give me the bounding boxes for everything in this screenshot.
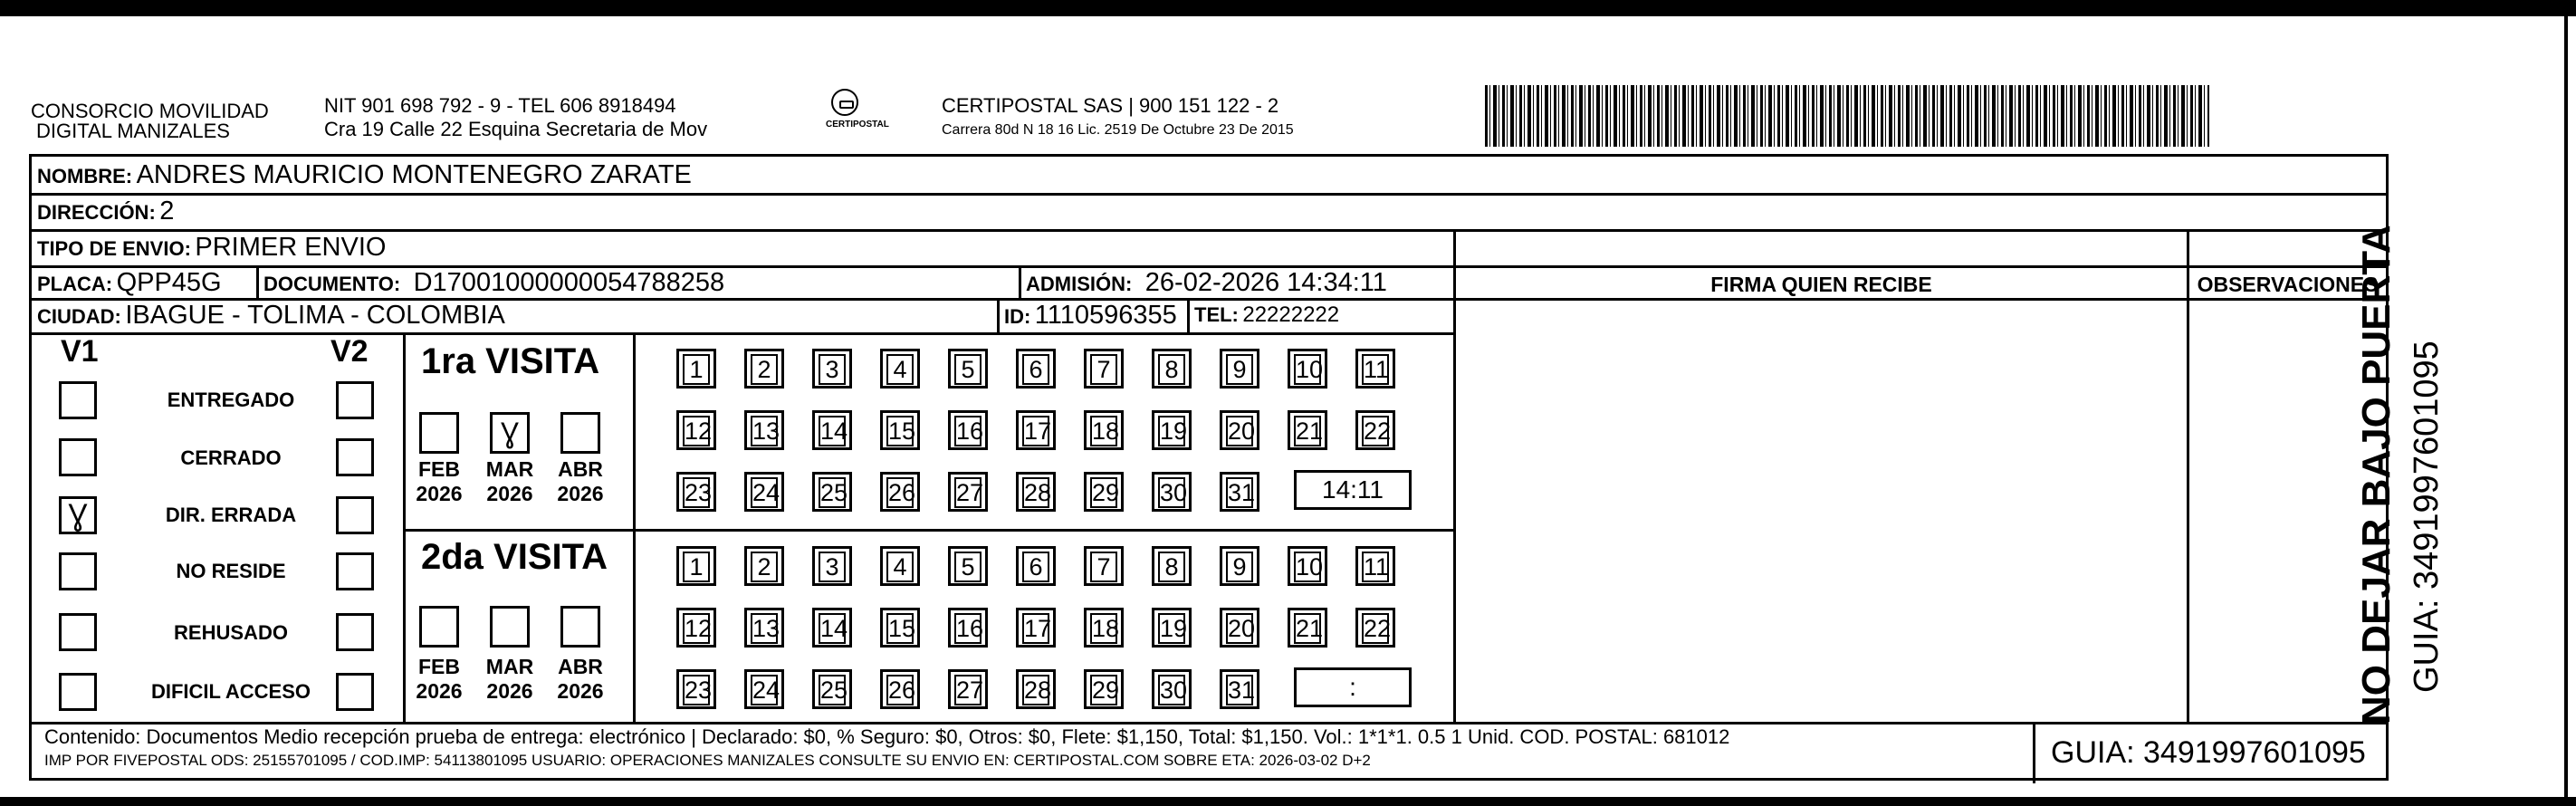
visit2-time[interactable]: : bbox=[1294, 667, 1412, 707]
visit2-day-5[interactable] bbox=[948, 546, 988, 586]
visit1-day-4[interactable] bbox=[880, 349, 920, 389]
v1-checkbox-dir-errada[interactable]: Ɣ bbox=[59, 496, 97, 534]
visit2-day-19[interactable] bbox=[1152, 608, 1192, 648]
visit2-day-28[interactable] bbox=[1016, 669, 1056, 709]
courier-info: CERTIPOSTAL SAS | 900 151 122 - 2 bbox=[942, 94, 1279, 117]
visit1-month-feb-box[interactable] bbox=[419, 412, 459, 454]
id-label: ID: bbox=[1004, 305, 1031, 328]
visit1-day-31[interactable] bbox=[1220, 472, 1259, 512]
visit2-day-label: 28 bbox=[1024, 676, 1052, 704]
visit2-day-label: 16 bbox=[956, 615, 984, 642]
visit2-day-14[interactable] bbox=[812, 608, 852, 648]
visit2-day-15[interactable] bbox=[880, 608, 920, 648]
visit1-day-20[interactable] bbox=[1220, 410, 1259, 450]
visit1-feb-year: 2026 bbox=[416, 482, 463, 505]
visit2-month-mar-box[interactable] bbox=[490, 606, 530, 648]
status-entregado: ENTREGADO bbox=[167, 389, 295, 411]
visit2-day-label: 23 bbox=[685, 676, 713, 704]
visit1-month-mar-label bbox=[483, 457, 537, 506]
status-no-reside: NO RESIDE bbox=[176, 560, 286, 582]
visit2-day-label: 7 bbox=[1090, 552, 1117, 582]
visit2-day-label: 26 bbox=[888, 676, 916, 704]
guide-form bbox=[29, 154, 2389, 781]
company-nit: NIT 901 698 792 - 9 - TEL 606 8918494 bbox=[324, 94, 676, 117]
visit1-month-mar-box[interactable]: Ɣ bbox=[490, 412, 530, 454]
visit1-day-30[interactable] bbox=[1152, 472, 1192, 512]
status-cerrado: CERRADO bbox=[180, 446, 282, 469]
company-name-line1: CONSORCIO MOVILIDAD bbox=[31, 100, 269, 122]
visit2-day-label: 25 bbox=[820, 676, 848, 704]
visit1-day-25[interactable] bbox=[812, 472, 852, 512]
visit2-day-label: 27 bbox=[956, 676, 984, 704]
visit1-day-15[interactable] bbox=[880, 410, 920, 450]
visit2-day-17[interactable] bbox=[1016, 608, 1056, 648]
v1-checkbox-dificil-acceso[interactable] bbox=[59, 673, 97, 711]
visit2-day-22[interactable] bbox=[1355, 608, 1395, 648]
visit2-day-16[interactable] bbox=[948, 608, 988, 648]
visit1-month-abr-label bbox=[553, 457, 608, 506]
visit2-day-9[interactable] bbox=[1220, 546, 1259, 586]
visit1-day-label: 11 bbox=[1364, 356, 1390, 383]
visit1-day-22[interactable] bbox=[1355, 410, 1395, 450]
direccion-label: DIRECCIÓN: bbox=[37, 201, 156, 224]
certipostal-logo-icon bbox=[831, 89, 858, 116]
visit1-day-label: 20 bbox=[1228, 417, 1256, 445]
visit2-day-13[interactable] bbox=[744, 608, 784, 648]
visit2-day-label: 13 bbox=[752, 615, 780, 642]
status-dir-errada: DIR. ERRADA bbox=[165, 504, 297, 526]
observaciones-header: OBSERVACIONES bbox=[2197, 273, 2379, 296]
visit1-day-9[interactable] bbox=[1220, 349, 1259, 389]
visit1-time[interactable]: 14:11 bbox=[1294, 470, 1412, 510]
visit2-day-label: 31 bbox=[1228, 676, 1256, 704]
side-guia-number: GUIA: 3491997601095 bbox=[2408, 341, 2446, 693]
v1-checkbox-cerrado[interactable] bbox=[59, 438, 97, 476]
v1-checkbox-entregado[interactable] bbox=[59, 381, 97, 419]
visit1-day-label: 22 bbox=[1364, 417, 1392, 445]
tel-value: 22222222 bbox=[1242, 302, 1340, 327]
status-rehusado: REHUSADO bbox=[174, 621, 288, 644]
company-address: Cra 19 Calle 22 Esquina Secretaria de Mov bbox=[324, 118, 708, 140]
visit2-month-mar-label bbox=[483, 655, 537, 704]
footer-imp-info: IMP POR FIVEPOSTAL ODS: 25155701095 / COD.IMP: 54113801095 USUARIO: OPERACIONES MANIZALES CONSULTE SU ENVIO EN: CERTIPOSTAL.COM SOBRE ETA: 2026-03-02 D+2 bbox=[44, 752, 1371, 769]
courier-address: Carrera 80d N 18 16 Lic. 2519 De Octubre 23 De 2015 bbox=[942, 122, 1294, 138]
visit2-day-label: 3 bbox=[819, 552, 846, 582]
visit1-day-label: 6 bbox=[1022, 354, 1049, 385]
visit1-month-abr-box[interactable] bbox=[560, 412, 600, 454]
visit2-day-6[interactable] bbox=[1016, 546, 1056, 586]
visit1-day-label: 12 bbox=[685, 417, 713, 445]
visit2-day-30[interactable] bbox=[1152, 669, 1192, 709]
visit1-day-10[interactable] bbox=[1288, 349, 1327, 389]
visit1-day-5[interactable] bbox=[948, 349, 988, 389]
visit2-day-label: 11 bbox=[1364, 553, 1390, 581]
visit2-month-feb-label bbox=[412, 655, 466, 704]
status-dificil-acceso: DIFICIL ACCESO bbox=[150, 680, 311, 703]
visit2-abr-name: ABR bbox=[558, 655, 603, 678]
visit1-day-label: 8 bbox=[1158, 354, 1185, 385]
visit1-day-label: 17 bbox=[1024, 417, 1052, 445]
visit1-day-7[interactable] bbox=[1084, 349, 1124, 389]
company-name-line2: DIGITAL MANIZALES bbox=[36, 120, 230, 142]
visit1-day-label: 9 bbox=[1226, 354, 1253, 385]
visit1-day-label: 28 bbox=[1024, 479, 1052, 506]
visit2-day-23[interactable] bbox=[676, 669, 716, 709]
visit2-day-label: 21 bbox=[1296, 615, 1324, 642]
visit1-day-label: 13 bbox=[752, 417, 780, 445]
visit2-abr-year: 2026 bbox=[557, 679, 604, 703]
visit2-day-4[interactable] bbox=[880, 546, 920, 586]
visit1-day-label: 3 bbox=[819, 354, 846, 385]
visit2-day-7[interactable] bbox=[1084, 546, 1124, 586]
v2-checkbox-entregado[interactable] bbox=[336, 381, 374, 419]
visit2-day-21[interactable] bbox=[1288, 608, 1327, 648]
visit1-day-label: 29 bbox=[1092, 479, 1120, 506]
visit2-day-29[interactable] bbox=[1084, 669, 1124, 709]
visit2-day-10[interactable] bbox=[1288, 546, 1327, 586]
visit2-day-20[interactable] bbox=[1220, 608, 1259, 648]
visit2-day-label: 14 bbox=[820, 615, 848, 642]
ciudad-value: IBAGUE - TOLIMA - COLOMBIA bbox=[125, 301, 505, 330]
top-border bbox=[0, 0, 2576, 16]
visit1-day-11[interactable] bbox=[1355, 349, 1395, 389]
visit2-day-3[interactable] bbox=[812, 546, 852, 586]
visit1-day-label: 16 bbox=[956, 417, 984, 445]
visit1-day-6[interactable] bbox=[1016, 349, 1056, 389]
visit1-day-8[interactable] bbox=[1152, 349, 1192, 389]
visit2-day-label: 8 bbox=[1158, 552, 1185, 582]
v2-header: V2 bbox=[330, 334, 369, 369]
placa-value: QPP45G bbox=[116, 268, 222, 297]
tipo-envio-value: PRIMER ENVIO bbox=[195, 233, 387, 262]
v2-checkbox-dificil-acceso[interactable] bbox=[336, 673, 374, 711]
visit2-day-18[interactable] bbox=[1084, 608, 1124, 648]
v2-checkbox-no-reside[interactable] bbox=[336, 552, 374, 590]
visit2-day-27[interactable] bbox=[948, 669, 988, 709]
visit2-feb-name: FEB bbox=[418, 655, 460, 678]
v2-checkbox-dir-errada[interactable] bbox=[336, 496, 374, 534]
visit1-day-label: 4 bbox=[886, 354, 914, 385]
visit2-day-label: 2 bbox=[751, 552, 778, 582]
placa-label: PLACA: bbox=[37, 273, 113, 295]
visit2-day-label: 6 bbox=[1022, 552, 1049, 582]
visit1-title: 1ra VISITA bbox=[421, 341, 600, 381]
visit1-day-label: 27 bbox=[956, 479, 984, 506]
visit1-day-label: 14 bbox=[820, 417, 848, 445]
visit1-day-14[interactable] bbox=[812, 410, 852, 450]
visit1-day-26[interactable] bbox=[880, 472, 920, 512]
visit1-day-label: 10 bbox=[1296, 356, 1324, 383]
direccion-value: 2 bbox=[159, 197, 175, 225]
id-value: 1110596355 bbox=[1034, 301, 1177, 330]
right-edge bbox=[2564, 16, 2576, 797]
nombre-label: NOMBRE: bbox=[37, 165, 133, 187]
visit1-day-19[interactable] bbox=[1152, 410, 1192, 450]
visit1-day-27[interactable] bbox=[948, 472, 988, 512]
visit1-mar-name: MAR bbox=[485, 457, 534, 481]
v2-checkbox-cerrado[interactable] bbox=[336, 438, 374, 476]
visit1-day-label: 7 bbox=[1090, 354, 1117, 385]
visit2-month-abr-box[interactable] bbox=[560, 606, 600, 648]
ciudad-label: CIUDAD: bbox=[37, 305, 121, 328]
visit2-day-11[interactable] bbox=[1355, 546, 1395, 586]
visit2-day-label: 15 bbox=[888, 615, 916, 642]
visit2-day-label: 22 bbox=[1364, 615, 1392, 642]
visit1-day-16[interactable] bbox=[948, 410, 988, 450]
visit1-day-13[interactable] bbox=[744, 410, 784, 450]
visit2-day-label: 10 bbox=[1296, 553, 1324, 581]
tel-label: TEL: bbox=[1194, 303, 1239, 326]
visit1-day-23[interactable] bbox=[676, 472, 716, 512]
visit1-day-label: 23 bbox=[685, 479, 713, 506]
visit2-day-label: 18 bbox=[1092, 615, 1120, 642]
visit2-day-label: 19 bbox=[1160, 615, 1188, 642]
tipo-envio-label: TIPO DE ENVIO: bbox=[37, 237, 191, 260]
visit1-day-3[interactable] bbox=[812, 349, 852, 389]
visit2-day-label: 17 bbox=[1024, 615, 1052, 642]
admision-value: 26-02-2026 14:34:11 bbox=[1144, 268, 1387, 297]
v1-checkbox-no-reside[interactable] bbox=[59, 552, 97, 590]
bottom-border bbox=[0, 797, 2576, 806]
visit1-day-label: 1 bbox=[683, 354, 710, 385]
visit1-day-label: 30 bbox=[1160, 479, 1188, 506]
visit1-day-12[interactable] bbox=[676, 410, 716, 450]
no-dejar-bajo-puerta-warning: NO DEJAR BAJO PUERTA bbox=[2354, 225, 2399, 724]
visit2-day-label: 9 bbox=[1226, 552, 1253, 582]
visit1-day-label: 18 bbox=[1092, 417, 1120, 445]
visit2-day-label: 4 bbox=[886, 552, 914, 582]
nombre-value: ANDRES MAURICIO MONTENEGRO ZARATE bbox=[136, 160, 692, 189]
visit2-mar-name: MAR bbox=[485, 655, 534, 678]
visit2-day-label: 29 bbox=[1092, 676, 1120, 704]
visit2-day-label: 20 bbox=[1228, 615, 1256, 642]
visit1-day-label: 31 bbox=[1228, 479, 1256, 506]
visit1-month-feb-label bbox=[412, 457, 466, 506]
visit2-day-label: 1 bbox=[683, 552, 710, 582]
visit1-day-28[interactable] bbox=[1016, 472, 1056, 512]
visit1-day-24[interactable] bbox=[744, 472, 784, 512]
firma-header: FIRMA QUIEN RECIBE bbox=[1710, 273, 1932, 296]
visit1-day-label: 21 bbox=[1296, 417, 1324, 445]
visit1-day-29[interactable] bbox=[1084, 472, 1124, 512]
v2-checkbox-rehusado[interactable] bbox=[336, 613, 374, 651]
admision-label: ADMISIÓN: bbox=[1026, 273, 1133, 295]
visit1-mar-year: 2026 bbox=[486, 482, 533, 505]
visit1-day-21[interactable] bbox=[1288, 410, 1327, 450]
visit1-day-label: 19 bbox=[1160, 417, 1188, 445]
visit2-day-26[interactable] bbox=[880, 669, 920, 709]
logo-caption: CERTIPOSTAL bbox=[826, 120, 889, 130]
visit1-abr-year: 2026 bbox=[557, 482, 604, 505]
barcode bbox=[1485, 85, 2209, 147]
visit2-day-8[interactable] bbox=[1152, 546, 1192, 586]
visit1-day-label: 26 bbox=[888, 479, 916, 506]
footer-content: Contenido: Documentos Medio recepción prueba de entrega: electrónico | Declarado: $0, % Seguro: $0, Otros: $0, Flete: $1,150, Total: $1,150. Vol.: 1*1*1. 0.5 1 Unid. COD. POSTAL: 681012 bbox=[44, 725, 1730, 748]
visit2-month-feb-box[interactable] bbox=[419, 606, 459, 648]
visit2-month-abr-label bbox=[553, 655, 608, 704]
footer-guia: GUIA: 3491997601095 bbox=[2051, 735, 2366, 770]
visit1-day-18[interactable] bbox=[1084, 410, 1124, 450]
v1-header: V1 bbox=[61, 334, 99, 369]
documento-label: DOCUMENTO: bbox=[263, 273, 401, 295]
visit2-title: 2da VISITA bbox=[421, 537, 608, 577]
visit2-feb-year: 2026 bbox=[416, 679, 463, 703]
visit1-day-1[interactable] bbox=[676, 349, 716, 389]
visit1-feb-name: FEB bbox=[418, 457, 460, 481]
visit2-day-label: 12 bbox=[685, 615, 713, 642]
visit1-day-label: 2 bbox=[751, 354, 778, 385]
visit2-day-25[interactable] bbox=[812, 669, 852, 709]
visit2-day-1[interactable] bbox=[676, 546, 716, 586]
visit2-day-label: 24 bbox=[752, 676, 780, 704]
documento-value: D17001000000054788258 bbox=[413, 268, 725, 297]
visit2-day-24[interactable] bbox=[744, 669, 784, 709]
visit2-day-31[interactable] bbox=[1220, 669, 1259, 709]
visit2-mar-year: 2026 bbox=[486, 679, 533, 703]
visit1-day-label: 15 bbox=[888, 417, 916, 445]
visit1-day-2[interactable] bbox=[744, 349, 784, 389]
visit1-day-label: 24 bbox=[752, 479, 780, 506]
visit2-day-label: 30 bbox=[1160, 676, 1188, 704]
v1-checkbox-rehusado[interactable] bbox=[59, 613, 97, 651]
visit1-abr-name: ABR bbox=[558, 457, 603, 481]
visit1-day-label: 5 bbox=[954, 354, 982, 385]
visit2-day-2[interactable] bbox=[744, 546, 784, 586]
visit2-day-12[interactable] bbox=[676, 608, 716, 648]
visit1-day-17[interactable] bbox=[1016, 410, 1056, 450]
visit2-day-label: 5 bbox=[954, 552, 982, 582]
visit1-day-label: 25 bbox=[820, 479, 848, 506]
